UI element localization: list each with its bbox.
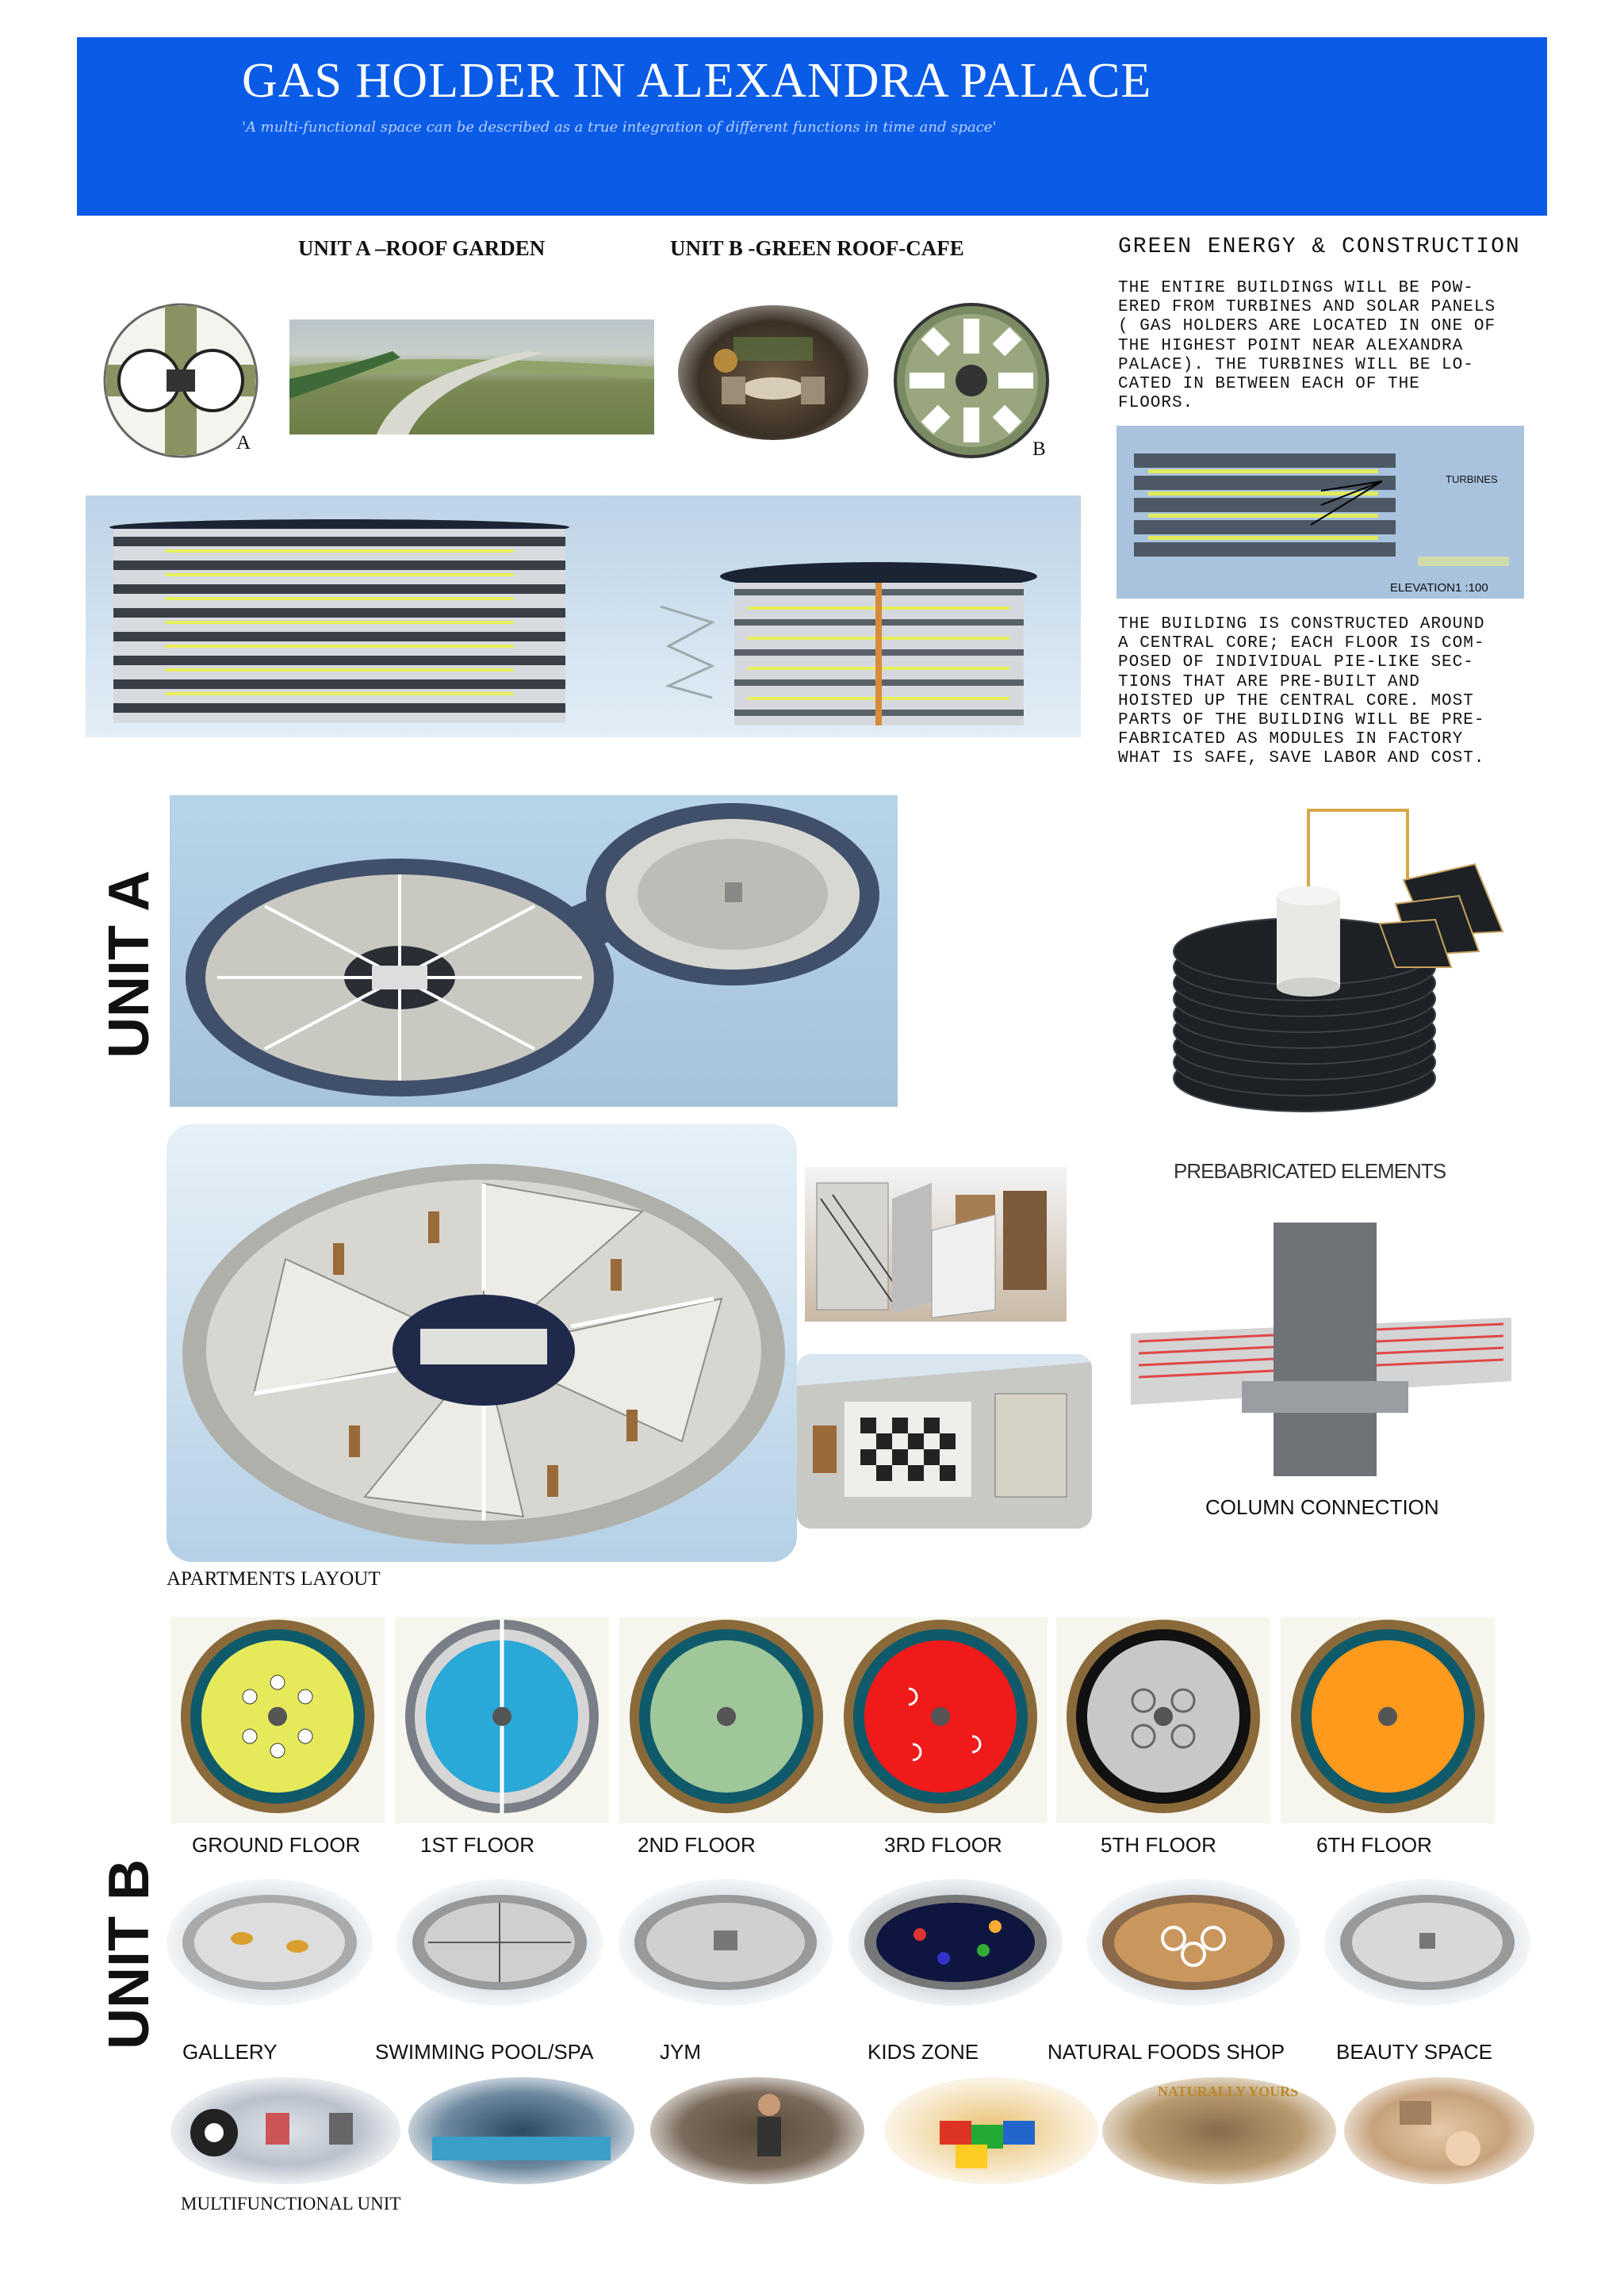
elevation-label: ELEVATION1 :100 <box>1390 581 1488 595</box>
beauty-photo <box>1344 2077 1534 2184</box>
function-label-pool: SWIMMING POOL/SPA <box>375 2040 594 2064</box>
floor-label-6th: 6TH FLOOR <box>1316 1833 1432 1857</box>
floor-plan-6th <box>1281 1617 1495 1823</box>
column-connection-render <box>1131 1223 1511 1476</box>
energy-paragraph-1: THE ENTIRE BUILDINGS WILL BE POW- ERED FROM TURBINES AND SOLAR PANELS ( GAS HOLDERS ARE LOCATED IN ONE OF THE HIGHEST POINT NEAR ALEXANDRA PALACE). THE TURBINES WILL BE LO- CATED IN BETWEEN EACH OF THE FLOORS. <box>1118 279 1496 413</box>
pool-floor-render <box>396 1879 603 2006</box>
column-caption: COLUMN CONNECTION <box>1205 1495 1439 1519</box>
function-photos <box>170 2077 1534 2184</box>
floor-label-3rd: 3RD FLOOR <box>884 1833 1002 1857</box>
apartments-caption: APARTMENTS LAYOUT <box>167 1568 381 1590</box>
floor-plan-ground <box>170 1617 385 1823</box>
foods-floor-render <box>1086 1879 1300 2006</box>
plan-a-label: A <box>236 432 251 453</box>
floor-plan-5th <box>1056 1617 1270 1823</box>
function-label-kids: KIDS ZONE <box>868 2040 979 2064</box>
shop-sign: NATURALLY YOURS <box>1158 2084 1299 2099</box>
gym-floor-render <box>619 1879 833 2006</box>
kids-photo <box>884 2077 1098 2184</box>
unit-a-heading: UNIT A –ROOF GARDEN <box>298 236 546 260</box>
energy-paragraph-2: THE BUILDING IS CONSTRUCTED AROUND A CENTRAL CORE; EACH FLOOR IS COM- POSED OF INDIVIDUAL PIE-LIKE SEC- TIONS THAT ARE PRE-BUILT AND HOISTED UP THE CENTRAL CORE. MOST PARTS OF THE BUILDING WILL BE PRE- FABRICATED AS MODULES IN FACTORY WHAT IS SAFE, SAVE LABOR AND COST. <box>1118 615 1485 768</box>
roof-cafe-photo <box>678 305 868 440</box>
plan-b-label: B <box>1032 438 1046 460</box>
unit-b-roof-plan <box>892 301 1051 460</box>
turbines-label: TURBINES <box>1446 473 1498 485</box>
gym-photo <box>650 2077 864 2184</box>
foods-photo <box>1102 2077 1336 2184</box>
unit-a-site-plan-render <box>170 795 898 1107</box>
energy-heading: GREEN ENERGY & CONSTRUCTION <box>1118 235 1521 259</box>
floor-plan-3rd <box>833 1617 1048 1823</box>
apartment-detail-render <box>797 1354 1092 1529</box>
building-elevations <box>86 496 1081 737</box>
prefab-elements-render <box>1166 801 1507 1114</box>
floor-label-2nd: 2ND FLOOR <box>638 1833 756 1857</box>
unit-b-floor-renders <box>167 1879 1530 2014</box>
function-label-gallery: GALLERY <box>182 2040 278 2064</box>
floor-label-5th: 5TH FLOOR <box>1101 1833 1216 1857</box>
kids-floor-render <box>848 1879 1063 2006</box>
apartments-layout-render <box>167 1124 797 1562</box>
unit-b-side-label: UNIT B <box>98 1859 161 2049</box>
beauty-floor-render <box>1324 1879 1530 2006</box>
page-quote: 'A multi-functional space can be described as a true integration of different functions in time and space' <box>242 119 997 136</box>
unit-a-side-label: UNIT A <box>98 870 161 1058</box>
function-label-foods: NATURAL FOODS SHOP <box>1048 2040 1285 2064</box>
multifunctional-caption: MULTIFUNCTIONAL UNIT <box>181 2194 401 2214</box>
gallery-floor-render <box>167 1879 373 2006</box>
function-label-beauty: BEAUTY SPACE <box>1336 2040 1492 2064</box>
floor-plan-1st <box>395 1617 609 1823</box>
turbine-elevation-diagram <box>1116 426 1524 599</box>
prefab-caption: PREBABRICATED ELEMENTS <box>1174 1159 1446 1183</box>
roof-garden-render <box>289 320 654 434</box>
page-title: GAS HOLDER IN ALEXANDRA PALACE <box>242 54 1152 108</box>
stair-modules-render <box>805 1167 1067 1322</box>
floor-plan-2nd <box>619 1617 833 1823</box>
floor-label-ground: GROUND FLOOR <box>192 1833 361 1857</box>
unit-b-floor-plans <box>170 1617 1499 1823</box>
unit-b-heading: UNIT B -GREEN ROOF-CAFE <box>670 236 964 260</box>
pool-photo <box>408 2077 634 2184</box>
gallery-photo <box>170 2077 400 2184</box>
floor-label-1st: 1ST FLOOR <box>420 1833 535 1857</box>
function-label-gym: JYM <box>660 2040 701 2064</box>
